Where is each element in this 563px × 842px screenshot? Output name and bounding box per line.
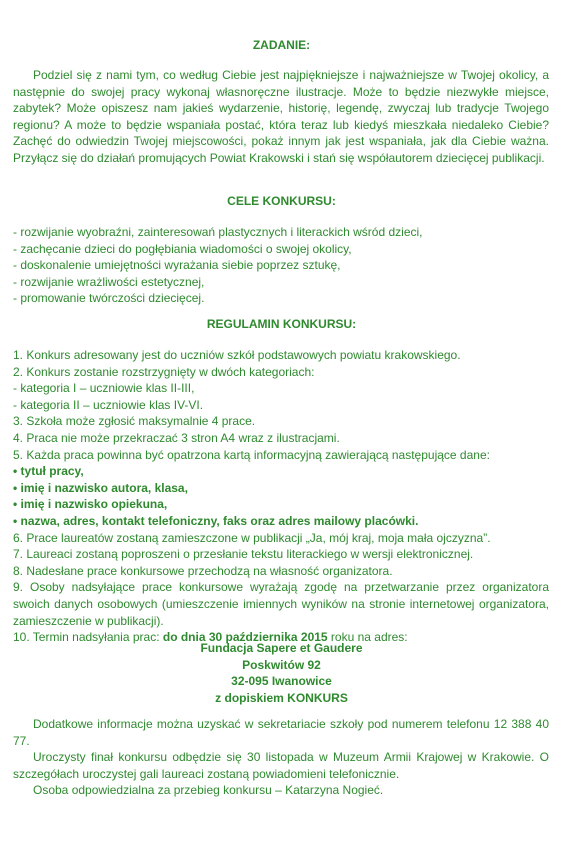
closing-final: Uroczysty finał konkursu odbędzie się 30 listopada w Muzeum Armii Krajowej w Krakowie. O szczegółach uroczystej gali laureaci zostaną powiadomieni telefonicznie.: [13, 750, 549, 781]
goal-item: - doskonalenie umiejętności wyrażania siebie poprzez sztukę,: [13, 258, 341, 273]
rule-5-item-title: • tytuł pracy,: [13, 464, 84, 479]
goal-item: - zachęcanie dzieci do pogłębiania wiadomości o swojej okolicy,: [13, 241, 352, 256]
address-note: z dopiskiem KONKURS: [215, 690, 348, 705]
rule-4: 4. Praca nie może przekraczać 3 stron A4 wraz z ilustracjami.: [13, 430, 340, 445]
rules-list: [13, 347, 549, 646]
rule-7: 7. Laureaci zostaną poproszeni o przesłanie tekstu literackiego w wersji elektronicznej.: [13, 547, 474, 562]
rule-2: 2. Konkurs zostanie rozstrzygnięty w dwóch kategoriach:: [13, 364, 315, 379]
address-postal-city: 32-095 Iwanowice: [231, 674, 332, 689]
rule-9: 9. Osoby nadsyłające prace konkursowe wyrażają zgodę na przetwarzanie przez organizatora swoich danych osobowych (umieszczenie imiennych wyników na stronie internetowej organizatora, zamieszczenie w publikacji).: [13, 580, 549, 628]
rule-5: 5. Każda praca powinna być opatrzona kartą informacyjną zawierającą następujące dane:: [13, 447, 490, 462]
rule-3: 3. Szkoła może zgłosić maksymalnie 4 prace.: [13, 414, 256, 429]
rule-6: 6. Prace laureatów zostaną zamieszczone w publikacji „Ja, mój kraj, moja mała ojczyzna”.: [13, 530, 491, 545]
rule-5-item-author: • imię i nazwisko autora, klasa,: [13, 480, 188, 495]
rule-5-item-contact: • nazwa, adres, kontakt telefoniczny, faks oraz adres mailowy placówki.: [13, 513, 419, 528]
rule-2-category-1: - kategoria I – uczniowie klas II-III,: [13, 381, 195, 396]
task-heading: ZADANIE:: [252, 38, 311, 52]
rule-10-deadline: do dnia 30 października 2015: [162, 630, 328, 645]
rule-8: 8. Nadesłane prace konkursowe przechodzą na własność organizatora.: [13, 563, 393, 578]
goal-item: - promowanie twórczości dziecięcej.: [13, 291, 205, 306]
goals-list: [13, 224, 549, 307]
closing-responsible: Osoba odpowiedzialna za przebieg konkursu – Katarzyna Nogieć.: [33, 783, 384, 798]
rules-heading: REGULAMIN KONKURSU:: [206, 317, 357, 331]
task-paragraph: Podziel się z nami tym, co według Ciebie jest najpiękniejsze i najważniejsze w Twojej okolicy, a następnie do swojej pracy wykonaj własnoręczne ilustracje. Może to będzie niezwykłe miejsce, zabytek? Może opiszesz nam jakieś wydarzenie, historię, legendę, zwyczaj lub tradycje Twojego regionu? A może to będzie wspaniała postać, która teraz lub kiedyś mieszkała niedaleko Ciebie? Zachęć do odwiedzin Twojej miejscowości, pokaż innym jak jest wspaniała, jak dla Ciebie ważna. Przyłącz się do działań promujących Powiat Krakowski i stań się współautorem dziecięcej publikacji.: [13, 68, 549, 165]
rule-2-category-2: - kategoria II – uczniowie klas IV-VI.: [13, 397, 204, 412]
address-organization: Fundacja Sapere et Gaudere: [200, 641, 363, 655]
closing-info: Dodatkowe informacje można uzyskać w sekretariacie szkoły pod numerem telefonu 12 388 40 77.: [13, 717, 549, 748]
mailing-address: [0, 640, 563, 706]
closing-section: [13, 716, 549, 799]
goal-item: - rozwijanie wrażliwości estetycznej,: [13, 274, 205, 289]
address-street: Poskwitów 92: [242, 657, 321, 672]
rule-5-item-tutor: • imię i nazwisko opiekuna,: [13, 497, 168, 512]
rule-10-prefix: 10. Termin nadsyłania prac:: [13, 630, 163, 645]
goal-item: - rozwijanie wyobraźni, zainteresowań plastycznych i literackich wśród dzieci,: [13, 225, 423, 239]
goals-heading: CELE KONKURSU:: [227, 194, 336, 208]
rule-1: 1. Konkurs adresowany jest do uczniów szkół podstawowych powiatu krakowskiego.: [13, 348, 461, 362]
rule-10-suffix: roku na adres:: [327, 630, 408, 645]
